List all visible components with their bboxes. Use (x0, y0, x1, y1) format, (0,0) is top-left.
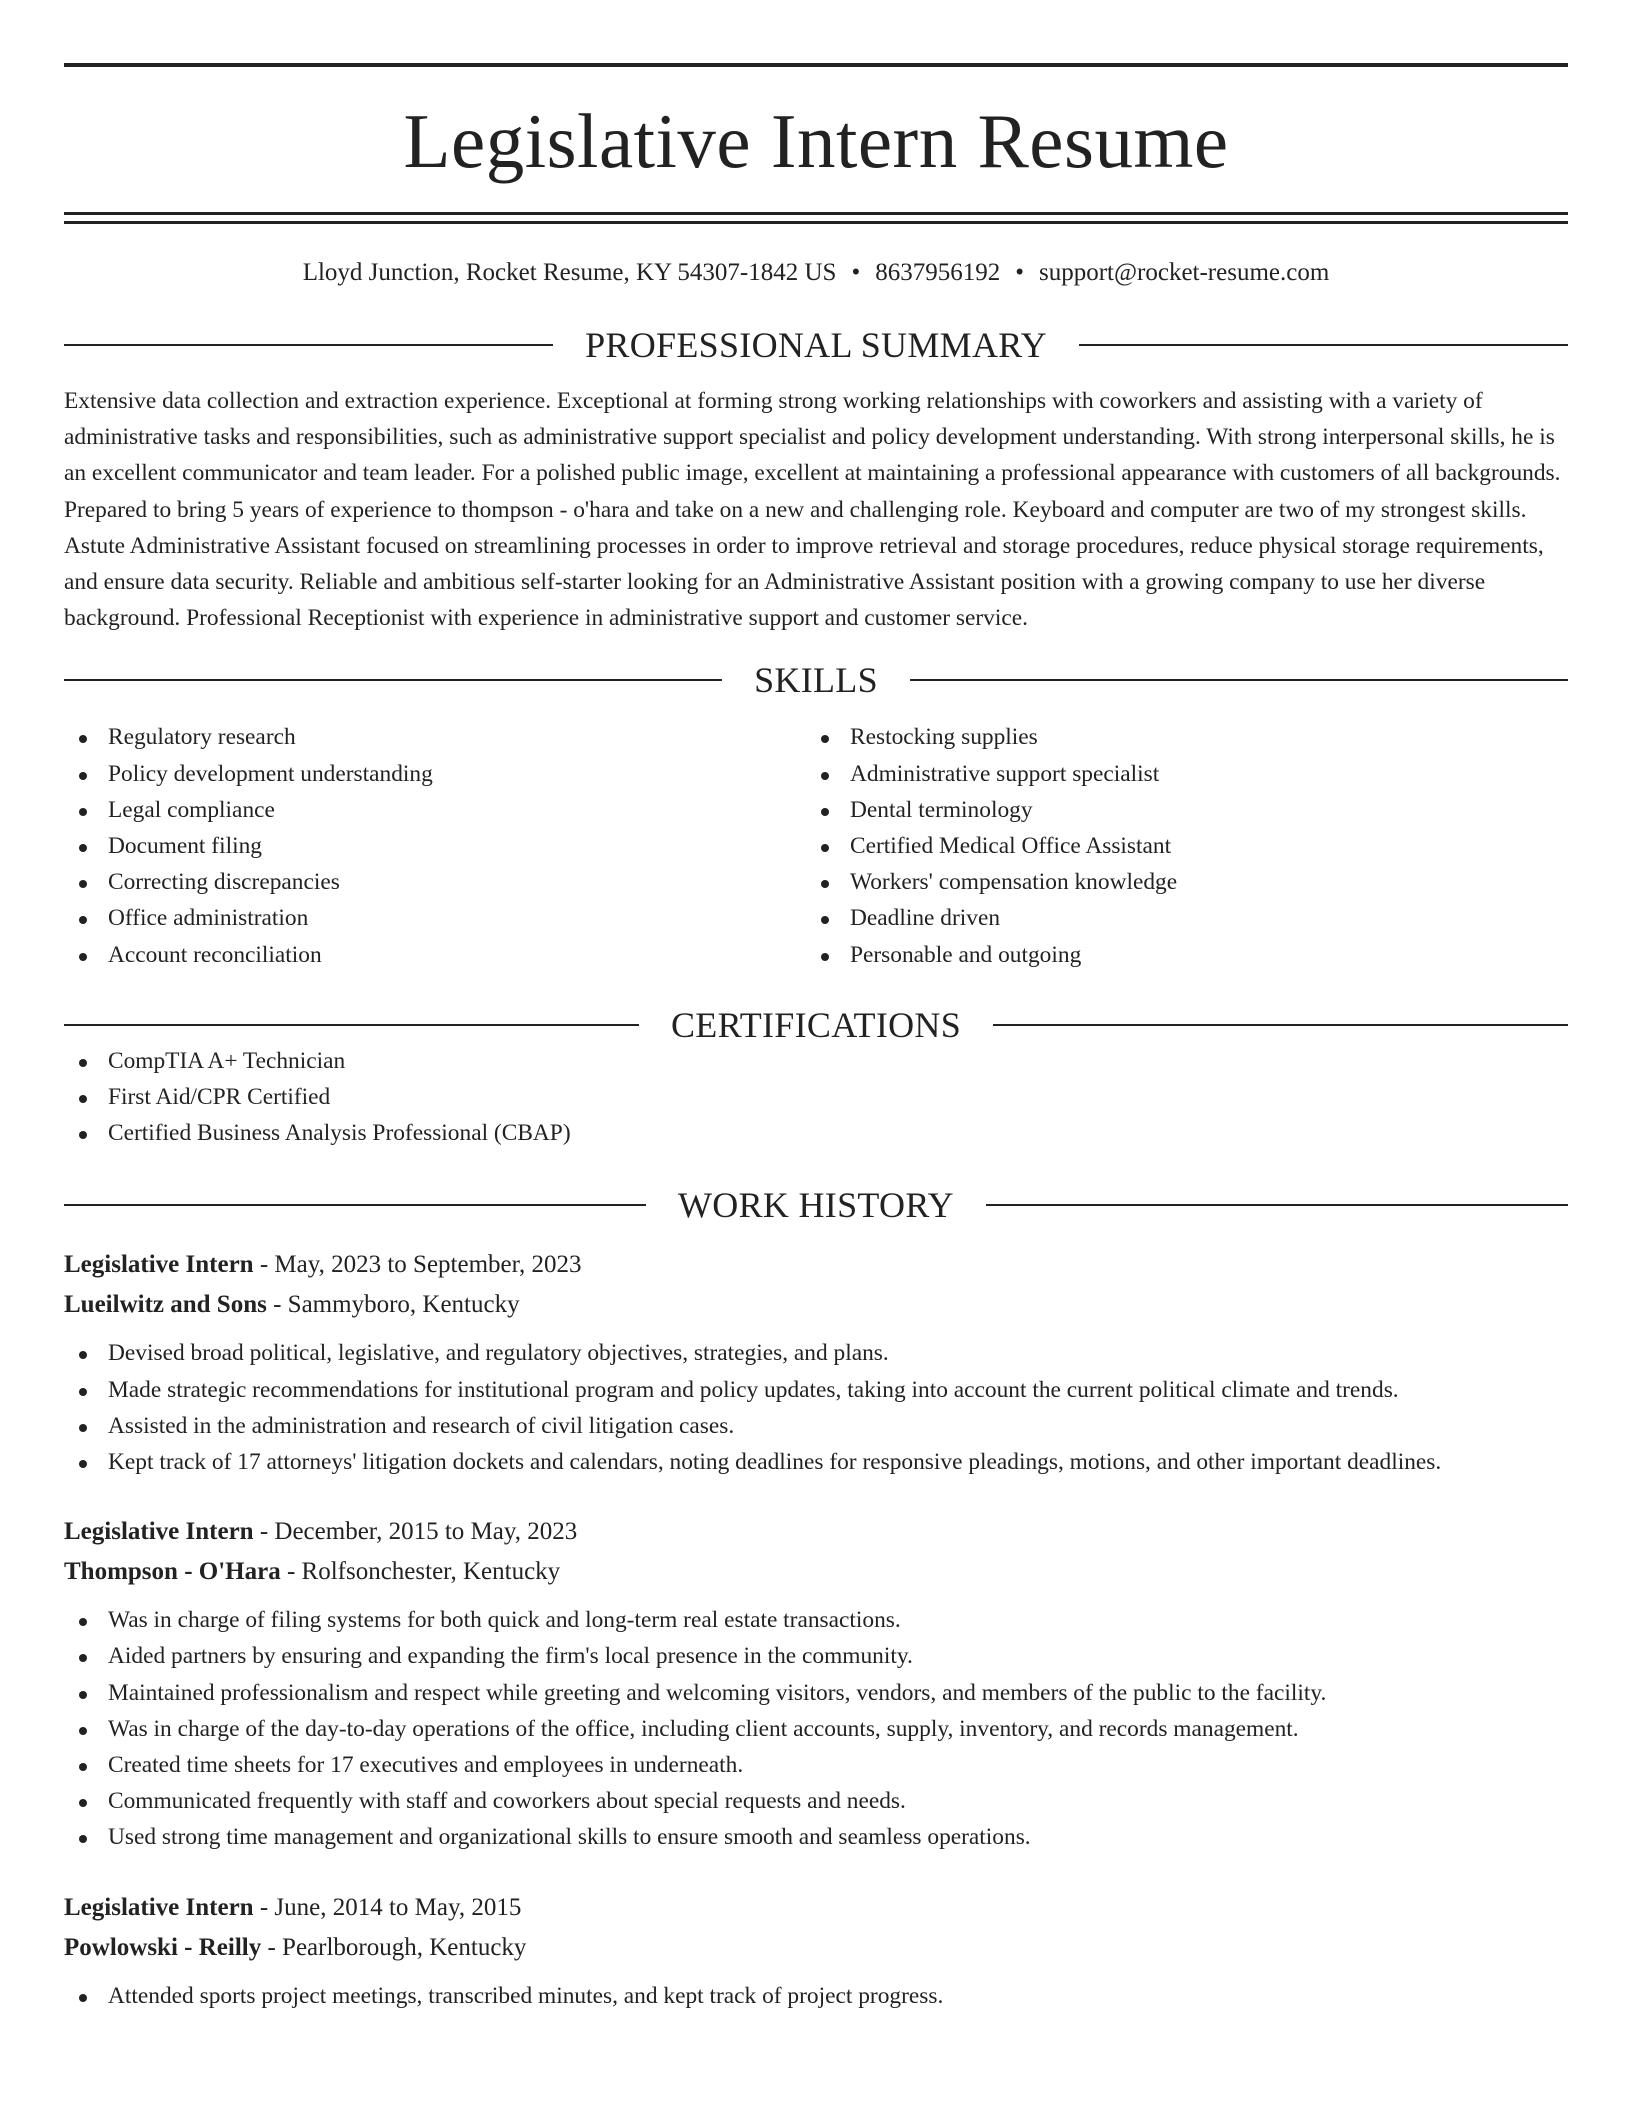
job-location: Rolfsonchester, Kentucky (301, 1558, 561, 1586)
job-dash: - (273, 1291, 282, 1319)
work-history-heading: WORK HISTORY (678, 1185, 954, 1226)
job-bullet: Communicated frequently with staff and coworkers about special requests and needs. (64, 1783, 1568, 1819)
section-rule (986, 1204, 1568, 1206)
job-dash: - (259, 1251, 269, 1279)
certifications-section-header (64, 1004, 1568, 1045)
section-rule (64, 1024, 639, 1026)
job-location: Sammyboro, Kentucky (287, 1291, 520, 1319)
certifications-list (64, 1043, 1568, 1152)
job-dates: December, 2015 to May, 2023 (274, 1518, 578, 1546)
contact-separator: • (1015, 259, 1024, 286)
job-bullets (64, 1602, 1568, 1855)
job-title-line (64, 1512, 1568, 1552)
section-rule (64, 344, 553, 346)
certification-item: First Aid/CPR Certified (64, 1079, 1568, 1115)
job-bullet: Maintained professionalism and respect while greeting and welcoming visitors, vendors, and members of the public to the facility. (64, 1675, 1568, 1711)
job-bullet: Created time sheets for 17 executives and employees in underneath. (64, 1747, 1568, 1783)
section-rule (993, 1024, 1568, 1026)
job-entry (64, 1888, 1568, 2014)
title-double-rule (64, 212, 1568, 224)
summary-section-header (64, 327, 1568, 363)
job-company-line (64, 1552, 1568, 1592)
summary-text: Extensive data collection and extraction experience. Exceptional at forming strong working relationships with coworkers and assisting with a variety of administrative tasks and responsibilities, such as administrative support specialist and policy development understanding. With strong interpersonal skills, he is an excellent communicator and team leader. For a polished public image, excellent at maintaining a professional appearance with customers of all backgrounds. Prepared to bring 5 years of experience to thompson - o'hara and take on a new and challenging role. Keyboard and computer are two of my strongest skills. Astute Administrative Assistant focused on streamlining processes in order to improve retrieval and storage procedures, reduce physical storage requirements, and ensure data security. Reliable and ambitious self-starter looking for an Administrative Assistant position with a growing company to use her diverse background. Professional Receptionist with experience in administrative support and customer service. (64, 388, 1561, 632)
skills-section-header (64, 660, 1568, 701)
job-location: Pearlborough, Kentucky (282, 1933, 527, 1961)
job-title: Legislative Intern (64, 1518, 254, 1546)
skill-item: Administrative support specialist (806, 756, 1568, 792)
skill-item: Regulatory research (64, 719, 806, 755)
job-title: Legislative Intern (64, 1893, 254, 1921)
job-bullet: Was in charge of the day-to-day operations of the office, including client accounts, supply, inventory, and records management. (64, 1711, 1568, 1747)
skill-item: Policy development understanding (64, 756, 806, 792)
contact-email: support@rocket-resume.com (1039, 259, 1330, 286)
job-bullet: Attended sports project meetings, transcribed minutes, and kept track of project progress. (64, 1978, 1568, 2014)
certifications-heading: CERTIFICATIONS (670, 1004, 962, 1045)
skill-item: Certified Medical Office Assistant (806, 828, 1568, 864)
skill-item: Restocking supplies (806, 719, 1568, 755)
job-bullet: Aided partners by ensuring and expanding the firm's local presence in the community. (64, 1638, 1568, 1674)
job-company: Lueilwitz and Sons (64, 1291, 267, 1319)
contact-line (64, 260, 1568, 285)
job-dash: - (259, 1893, 269, 1921)
certification-item: Certified Business Analysis Professional (CBAP) (64, 1115, 1568, 1151)
contact-address: Lloyd Junction, Rocket Resume, KY 54307-1842 US (302, 259, 837, 286)
contact-phone: 8637956192 (875, 259, 1001, 286)
skill-item: Personable and outgoing (806, 937, 1568, 973)
job-dates: June, 2014 to May, 2015 (274, 1893, 522, 1921)
job-bullet: Devised broad political, legislative, and regulatory objectives, strategies, and plans. (64, 1335, 1568, 1371)
job-company-line (64, 1285, 1568, 1325)
job-dash: - (286, 1558, 296, 1586)
skills-heading: SKILLS (754, 660, 878, 701)
top-rule (64, 63, 1568, 67)
skill-item: Office administration (64, 900, 806, 936)
skills-list-right (806, 719, 1568, 972)
job-title: Legislative Intern (64, 1251, 254, 1279)
job-bullet: Made strategic recommendations for institutional program and policy updates, taking into account the current political climate and trends. (64, 1372, 1568, 1408)
job-bullet: Kept track of 17 attorneys' litigation dockets and calendars, noting deadlines for responsive pleadings, motions, and other important deadlines. (64, 1444, 1568, 1480)
section-rule (64, 1204, 646, 1206)
job-dash: - (259, 1518, 269, 1546)
section-rule (1079, 344, 1568, 346)
job-title-line (64, 1245, 1568, 1285)
job-entry (64, 1512, 1568, 1855)
skill-item: Dental terminology (806, 792, 1568, 828)
skill-item: Legal compliance (64, 792, 806, 828)
skills-grid (64, 719, 1568, 972)
job-bullet: Assisted in the administration and research of civil litigation cases. (64, 1408, 1568, 1444)
job-company: Thompson - O'Hara (64, 1558, 281, 1586)
skill-item: Workers' compensation knowledge (806, 864, 1568, 900)
job-bullets (64, 1335, 1568, 1480)
job-bullet: Was in charge of filing systems for both quick and long-term real estate transactions. (64, 1602, 1568, 1638)
skill-item: Deadline driven (806, 900, 1568, 936)
resume-title: Legislative Intern Resume (403, 98, 1229, 184)
job-title-line (64, 1888, 1568, 1928)
job-bullet: Used strong time management and organizational skills to ensure smooth and seamless operations. (64, 1819, 1568, 1855)
skill-item: Account reconciliation (64, 937, 806, 973)
section-rule (64, 679, 722, 681)
skill-item: Document filing (64, 828, 806, 864)
job-entry (64, 1245, 1568, 1480)
job-company-line (64, 1928, 1568, 1968)
work-history-section-header (64, 1185, 1568, 1226)
summary-heading: PROFESSIONAL SUMMARY (585, 325, 1047, 365)
skill-item: Correcting discrepancies (64, 864, 806, 900)
job-dates: May, 2023 to September, 2023 (274, 1251, 582, 1279)
contact-separator: • (851, 259, 861, 286)
job-dash: - (267, 1933, 276, 1961)
certification-item: CompTIA A+ Technician (64, 1043, 1568, 1079)
job-bullets (64, 1978, 1568, 2014)
section-rule (910, 679, 1568, 681)
skills-list-left (64, 719, 806, 972)
job-company: Powlowski - Reilly (64, 1933, 262, 1961)
